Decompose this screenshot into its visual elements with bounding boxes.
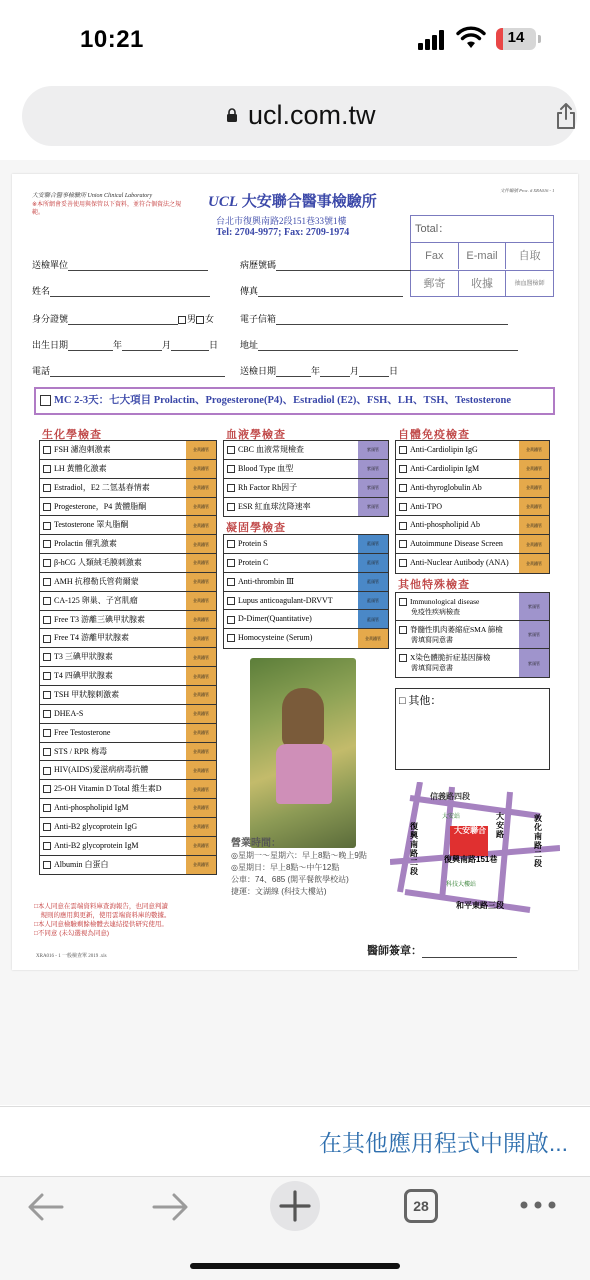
- test-label: Free T3 游離三碘甲狀腺素: [54, 614, 145, 624]
- test-label: FSH 濾泡刺激素: [54, 445, 111, 454]
- test-checkbox[interactable]: [399, 654, 407, 662]
- test-checkbox[interactable]: [43, 540, 51, 548]
- status-time: 10:21: [80, 26, 144, 53]
- field-record-no: 病歷號碼: [240, 258, 411, 271]
- tube-tag: 金黃鐵管: [186, 780, 216, 798]
- test-label: Prolactin 催乳激素: [54, 539, 117, 549]
- version-text: XRA016 - 1 一般檢查單 2019 .xls: [36, 954, 107, 959]
- test-item[interactable]: [396, 649, 549, 677]
- test-label: ESR 紅血球沈降速率: [238, 501, 311, 511]
- tube-tag: 紫頭管: [358, 441, 388, 459]
- test-checkbox[interactable]: [227, 578, 235, 586]
- tube-tag: 藍頭管: [358, 554, 388, 572]
- section-blood: 血液學檢查: [226, 429, 286, 441]
- new-tab-button[interactable]: [270, 1181, 320, 1231]
- test-item[interactable]: [224, 610, 388, 629]
- address-bar[interactable]: [22, 86, 577, 146]
- tube-tag: 金黃鐵管: [519, 460, 549, 478]
- tube-tag: 金黃鐵管: [519, 554, 549, 573]
- test-checkbox[interactable]: [227, 616, 235, 624]
- test-label: Testosterone 睪丸脂酮: [54, 520, 129, 530]
- mc-panel-option: MC 2-3天：七大項目 Prolactin、Progesterone(P4)、Estradiol (E2)、FSH、LH、TSH、Testosterone: [34, 387, 555, 415]
- tube-tag: 金黃鐵管: [186, 856, 216, 875]
- tube-tag: 藍頭管: [358, 592, 388, 610]
- delivery-pickup: 自取: [518, 250, 541, 262]
- test-checkbox[interactable]: [227, 634, 235, 642]
- test-item[interactable]: [40, 837, 216, 856]
- test-checkbox[interactable]: [43, 785, 51, 793]
- back-arrow-icon[interactable]: [26, 1189, 66, 1225]
- test-item[interactable]: [40, 535, 216, 554]
- field-name: 姓名: [32, 284, 210, 297]
- lab-phone: Tel: 2704-9977; Fax: 2709-1974: [216, 227, 350, 238]
- test-item[interactable]: [396, 498, 549, 517]
- battery-tip: [538, 35, 541, 43]
- test-checkbox[interactable]: [43, 653, 51, 661]
- tube-tag: 藍頭管: [358, 535, 388, 553]
- test-label: Anti-thyroglobulin Ab: [410, 482, 482, 492]
- test-checkbox[interactable]: [399, 626, 407, 634]
- test-label: HIV(AIDS)愛滋病病毒抗體: [54, 765, 149, 775]
- test-checkbox[interactable]: [43, 729, 51, 737]
- test-item[interactable]: [224, 535, 388, 554]
- test-checkbox[interactable]: [43, 842, 51, 850]
- test-checkbox[interactable]: [227, 503, 235, 511]
- test-label: DHEA-S: [54, 708, 84, 718]
- tube-tag: 金黃鐵管: [519, 498, 549, 516]
- test-checkbox[interactable]: [227, 465, 235, 473]
- test-item[interactable]: [40, 479, 216, 498]
- tube-tag: 藍頭管: [358, 573, 388, 591]
- test-checkbox[interactable]: [43, 804, 51, 812]
- test-item[interactable]: [224, 592, 388, 611]
- test-label: Protein S: [238, 539, 268, 548]
- test-item[interactable]: [40, 648, 216, 667]
- other-box: □ 其他：: [395, 688, 550, 770]
- test-item[interactable]: [40, 441, 216, 460]
- test-label: Autoimmune Disease Screen: [410, 539, 503, 549]
- doctor-signature: 醫師簽章：: [367, 942, 517, 958]
- test-checkbox[interactable]: [43, 578, 51, 586]
- section-immune: 自體免疫檢查: [398, 429, 470, 441]
- test-item[interactable]: [224, 498, 388, 517]
- section-biochem: 生化學檢查: [42, 429, 102, 441]
- test-label: Rh Factor Rh因子: [238, 482, 298, 492]
- battery-level: 14: [507, 29, 525, 46]
- test-item[interactable]: [40, 761, 216, 780]
- open-in-app-link[interactable]: 在其他應用程式中開啟...: [318, 1130, 568, 1156]
- test-item[interactable]: [396, 535, 549, 554]
- test-label: Lupus anticoagulant-DRVVT: [238, 595, 333, 605]
- immune-list: [395, 440, 550, 574]
- test-checkbox[interactable]: [43, 616, 51, 624]
- test-label-note: 免疫性疾病檢查: [411, 608, 460, 616]
- test-checkbox[interactable]: [227, 446, 235, 454]
- tube-tag: 金黃鐵管: [186, 611, 216, 629]
- battery-icon: [496, 28, 536, 50]
- test-label: Protein C: [238, 557, 269, 567]
- test-checkbox[interactable]: [43, 522, 51, 530]
- test-label: Immunological disease: [410, 597, 480, 606]
- test-label: TSH 甲狀腺刺激素: [54, 689, 120, 699]
- test-label: β-hCG 人類絨毛膜刺激素: [54, 558, 142, 568]
- field-address: 地址: [240, 338, 518, 351]
- test-label: CBC 血液常規檢查: [238, 445, 305, 454]
- test-label: Free Testosterone: [54, 727, 111, 737]
- test-item[interactable]: [40, 743, 216, 762]
- test-label: Anti-Cardiolipin IgM: [410, 463, 480, 473]
- tube-tag: 金黃鐵管: [186, 705, 216, 723]
- privacy-notice: ※本所網會妥善使用與保管以下資料，並符合個資法之規範。: [32, 202, 182, 216]
- test-item[interactable]: [40, 667, 216, 686]
- lab-request-form: [12, 174, 578, 970]
- test-label: Anti-TPO: [410, 501, 442, 511]
- test-checkbox[interactable]: [43, 597, 51, 605]
- test-checkbox[interactable]: [399, 446, 407, 454]
- test-label: T4 四碘甲狀腺素: [54, 671, 113, 681]
- consent-block: □本人同意在雲端資料庫查詢報告，也同意判讀 規則的應用與更新，使用雲端資料庫的數據。 □本人同意檢驗剩餘檢體去連結提供研究使用。 □不同意 (未勾選視為同意): [34, 903, 171, 937]
- test-item[interactable]: [40, 856, 216, 875]
- test-label: Free T4 游離甲狀腺素: [54, 633, 129, 643]
- test-item[interactable]: [396, 593, 549, 621]
- test-item[interactable]: [40, 705, 216, 724]
- test-item[interactable]: [40, 592, 216, 611]
- test-label: 脊髓性肌肉萎縮症SMA 篩檢: [410, 625, 503, 634]
- test-label: X染色體脆折症基因篩檢: [410, 653, 491, 662]
- test-label: Anti-B2 glycoprotein IgM: [54, 840, 139, 850]
- tube-tag: 金黃鐵管: [186, 460, 216, 478]
- test-label: Anti-B2 glycoprotein IgG: [54, 821, 138, 831]
- test-item[interactable]: [396, 516, 549, 535]
- test-label: CA-125 卵巢、子宮肌瘤: [54, 595, 138, 605]
- test-checkbox[interactable]: [43, 503, 51, 511]
- test-label: Anti-phospholipid IgM: [54, 803, 129, 813]
- test-checkbox[interactable]: [43, 672, 51, 680]
- test-checkbox[interactable]: [399, 484, 407, 492]
- test-checkbox[interactable]: [227, 540, 235, 548]
- tube-tag: 金黃鐵管: [186, 629, 216, 647]
- signal-icon: [418, 30, 448, 50]
- lock-icon: [226, 108, 238, 122]
- tube-tag: 金黃鐵管: [186, 837, 216, 855]
- test-item[interactable]: [224, 629, 388, 648]
- test-item[interactable]: [40, 498, 216, 517]
- test-checkbox[interactable]: [399, 559, 407, 567]
- tube-tag: 紫頭管: [358, 460, 388, 478]
- forward-arrow-icon[interactable]: [150, 1189, 190, 1225]
- tube-tag: 紫頭管: [358, 498, 388, 517]
- test-item[interactable]: [396, 621, 549, 649]
- test-item[interactable]: [40, 818, 216, 837]
- tube-tag: 紫頭管: [519, 649, 549, 677]
- child-photo: [250, 658, 356, 848]
- tube-tag: 紫頭管: [358, 479, 388, 497]
- tube-tag: 金黃鐵管: [186, 516, 216, 534]
- test-item[interactable]: [224, 460, 388, 479]
- field-birth: 出生日期 年 月 日: [32, 340, 219, 350]
- test-checkbox[interactable]: [43, 465, 51, 473]
- test-item[interactable]: [396, 554, 549, 573]
- section-special: 其他特殊檢查: [398, 579, 470, 591]
- test-item[interactable]: [224, 479, 388, 498]
- test-label: LH 黃體化激素: [54, 463, 107, 473]
- test-label: Blood Type 血型: [238, 463, 294, 473]
- test-checkbox[interactable]: [227, 559, 235, 567]
- share-icon[interactable]: [554, 102, 578, 130]
- tube-tag: 金黃鐵管: [358, 629, 388, 648]
- tube-tag: 金黃鐵管: [186, 554, 216, 572]
- lab-small-name: 大安聯合醫事檢驗所 Union Clinical Laboratory: [32, 193, 153, 199]
- map-lab-label: 大安聯合: [454, 826, 486, 835]
- tube-tag: 金黃鐵管: [186, 573, 216, 591]
- more-icon[interactable]: [518, 1197, 558, 1213]
- ucl-logo-text: UCL: [208, 194, 238, 210]
- coag-list: [223, 534, 389, 649]
- tube-tag: 金黃鐵管: [186, 648, 216, 666]
- test-checkbox[interactable]: [227, 484, 235, 492]
- tube-tag: 金黃鐵管: [186, 441, 216, 459]
- lab-title: [208, 190, 377, 211]
- tube-tag: 金黃鐵管: [186, 799, 216, 817]
- test-item[interactable]: [40, 554, 216, 573]
- test-checkbox[interactable]: [399, 598, 407, 606]
- test-item[interactable]: [40, 799, 216, 818]
- wifi-icon: [456, 26, 486, 50]
- test-checkbox[interactable]: [43, 559, 51, 567]
- delivery-phlebotomist: 抽血醫檢師: [514, 281, 545, 287]
- tube-tag: 金黃鐵管: [186, 498, 216, 516]
- tabs-button[interactable]: 28: [404, 1189, 438, 1223]
- field-send-date: 送檢日期 年 月 日: [240, 366, 399, 376]
- test-label: Homocysteine (Serum): [238, 633, 313, 643]
- test-item[interactable]: [40, 629, 216, 648]
- tube-tag: 金黃鐵管: [186, 743, 216, 761]
- field-phone: 電話: [32, 364, 225, 377]
- test-checkbox[interactable]: [43, 748, 51, 756]
- test-checkbox[interactable]: [227, 597, 235, 605]
- hours-line: ◎星期一～星期六：早上8點～晚上9點: [231, 851, 367, 860]
- field-unit: 送檢單位: [32, 258, 208, 271]
- tube-tag: 金黃鐵管: [186, 761, 216, 779]
- test-item[interactable]: [396, 479, 549, 498]
- test-checkbox[interactable]: [43, 635, 51, 643]
- test-label: 25-OH Vitamin D Total 維生素D: [54, 784, 162, 794]
- map-station-1: 大安站: [442, 814, 461, 820]
- test-label: Anti-Cardiolipin IgG: [410, 445, 478, 454]
- map-road-right: 敦化南路二段: [534, 814, 542, 868]
- test-checkbox[interactable]: [43, 710, 51, 718]
- test-label: STS / RPR 梅毒: [54, 746, 108, 756]
- map-station-2: 科技大樓站: [446, 882, 477, 888]
- test-item[interactable]: [40, 573, 216, 592]
- business-hours: [231, 838, 367, 898]
- tube-tag: 金黃鐵管: [519, 479, 549, 497]
- delivery-mail: 郵寄: [411, 271, 459, 297]
- test-label: Estradiol，E2 二氫基春情素: [54, 482, 150, 492]
- test-checkbox[interactable]: [43, 484, 51, 492]
- test-checkbox[interactable]: [43, 861, 51, 869]
- test-item[interactable]: [40, 686, 216, 705]
- field-email: 電子信箱: [240, 312, 508, 325]
- tube-tag: 金黃鐵管: [519, 535, 549, 553]
- test-item[interactable]: [224, 554, 388, 573]
- delivery-email: E-mail: [459, 243, 507, 269]
- test-item[interactable]: [40, 460, 216, 479]
- test-label-note: 需填寫同意書: [411, 664, 453, 672]
- section-coag: 凝固學檢查: [226, 522, 286, 534]
- lab-title-cn: 大安聯合醫事檢驗所: [241, 194, 377, 210]
- tube-tag: 金黃鐵管: [519, 516, 549, 534]
- test-label: Progesterone，P4 黃體脂酮: [54, 501, 147, 511]
- biochem-list: [39, 440, 217, 875]
- tube-tag: 金黃鐵管: [186, 686, 216, 704]
- total-label: Total：: [415, 223, 450, 235]
- test-item[interactable]: [40, 516, 216, 535]
- delivery-receipt: 收據: [459, 271, 507, 297]
- hours-title: 營業時間：: [231, 838, 281, 849]
- url-text: ucl.com.tw: [248, 100, 376, 130]
- test-item[interactable]: [40, 780, 216, 799]
- test-label: Albumin 白蛋白: [54, 859, 109, 869]
- test-item[interactable]: [224, 441, 388, 460]
- tube-tag: 藍頭管: [358, 610, 388, 628]
- test-label: Anti-Nuclear Autibody (ANA): [410, 558, 509, 568]
- field-fax: 傳真: [240, 284, 403, 297]
- bus-info: 公車：74、685 (開平餐飲學校站): [231, 875, 349, 884]
- test-checkbox[interactable]: [43, 767, 51, 775]
- tube-tag: 金黃鐵管: [186, 818, 216, 836]
- map-road-top: 信義路四段: [430, 792, 470, 801]
- field-id: 身分證號 男 女: [32, 314, 215, 324]
- special-list: [395, 592, 550, 678]
- test-checkbox[interactable]: [43, 823, 51, 831]
- doc-code: 文件編號 Proc. # XRA016 - 1: [500, 188, 555, 193]
- map-lane: 復興南路151巷: [444, 855, 498, 864]
- open-in-app-banner[interactable]: [0, 1106, 590, 1176]
- mrt-info: 捷運：文湖線 (科技大樓站): [231, 887, 327, 896]
- test-label: AMH 抗穆勒氏管荷爾蒙: [54, 576, 139, 586]
- plus-icon: [270, 1181, 320, 1231]
- test-item[interactable]: [40, 611, 216, 630]
- map-road-mid: 大安路: [496, 812, 504, 839]
- tube-tag: 紫頭管: [519, 593, 549, 620]
- test-item[interactable]: [396, 460, 549, 479]
- test-checkbox[interactable]: [43, 691, 51, 699]
- tube-tag: 金黃鐵管: [186, 724, 216, 742]
- test-item[interactable]: [396, 441, 549, 460]
- tube-tag: 金黃鐵管: [186, 479, 216, 497]
- blood-list: [223, 440, 389, 517]
- map-road-left: 復興南路二段: [410, 822, 418, 876]
- test-checkbox[interactable]: [399, 503, 407, 511]
- tube-tag: 金黃鐵管: [186, 592, 216, 610]
- test-label: Anti-thrombin Ⅲ: [238, 576, 294, 586]
- test-checkbox[interactable]: [43, 446, 51, 454]
- tube-tag: 紫頭管: [519, 621, 549, 648]
- test-label: D-Dimer(Quantitative): [238, 614, 312, 624]
- test-item[interactable]: [224, 573, 388, 592]
- test-label: Anti-phospholipid Ab: [410, 520, 481, 530]
- test-checkbox[interactable]: [399, 522, 407, 530]
- test-label-note: 需填寫同意書: [411, 636, 453, 644]
- total-box: [410, 215, 554, 297]
- delivery-fax: Fax: [411, 243, 459, 269]
- test-checkbox[interactable]: [399, 540, 407, 548]
- lab-address: 台北市復興南路2段151巷33號1樓: [216, 216, 347, 226]
- map-road-bottom: 和平東路三段: [456, 901, 504, 910]
- tube-tag: 金黃鐵管: [519, 441, 549, 459]
- test-item[interactable]: [40, 724, 216, 743]
- test-label: T3 三碘甲狀腺素: [54, 652, 113, 662]
- test-checkbox[interactable]: [399, 465, 407, 473]
- home-indicator: [190, 1263, 400, 1269]
- hours-line: ◎星期日：早上8點～中午12點: [231, 863, 340, 872]
- status-bar: [0, 0, 590, 80]
- tube-tag: 金黃鐵管: [186, 535, 216, 553]
- tube-tag: 金黃鐵管: [186, 667, 216, 685]
